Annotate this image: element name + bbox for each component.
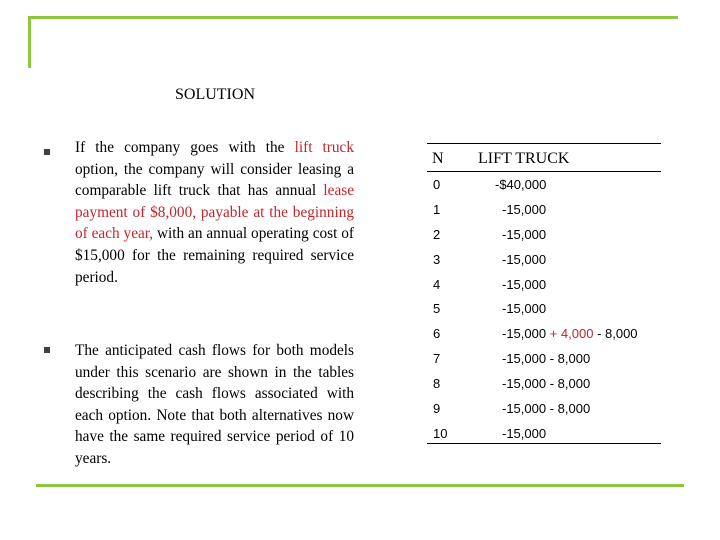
frame-left-rule bbox=[28, 16, 31, 68]
cash-flow-part: -15,000 bbox=[502, 426, 547, 441]
paragraph-segment: If the company goes with the bbox=[75, 139, 295, 156]
period-cell: 5 bbox=[433, 301, 441, 316]
table-header-n: N bbox=[432, 150, 444, 167]
cash-flow-part: - 8,000 bbox=[593, 326, 638, 341]
period-cell: 8 bbox=[433, 376, 441, 391]
paragraph-lift-truck-option bbox=[75, 137, 354, 288]
period-cell: 2 bbox=[433, 227, 441, 242]
cash-flow-cell bbox=[495, 177, 546, 192]
cash-flow-cell bbox=[502, 351, 590, 366]
cash-flow-cell bbox=[502, 277, 546, 292]
table-row bbox=[427, 351, 667, 371]
cash-flow-part: -15,000 - 8,000 bbox=[502, 351, 591, 366]
cash-flow-part: + 4,000 bbox=[549, 326, 594, 341]
cash-flow-part: -15,000 bbox=[502, 252, 547, 267]
cash-flow-cell bbox=[502, 202, 546, 217]
paragraph-cash-flows: The anticipated cash flows for both models under this scenario are shown in the tables describing the cash flows associated with each option. Note that both alternatives now have the same required service period of 10 years. bbox=[75, 342, 354, 467]
table-row bbox=[427, 202, 667, 222]
cash-flow-cell bbox=[502, 326, 638, 341]
table-row bbox=[427, 376, 667, 396]
cash-flow-cell bbox=[502, 252, 546, 267]
cash-flow-part: -15,000 bbox=[502, 326, 550, 341]
period-cell: 10 bbox=[433, 426, 448, 441]
cash-flow-cell bbox=[502, 301, 546, 316]
cash-flow-part: -15,000 bbox=[502, 277, 547, 292]
cash-flow-part: -$40,000 bbox=[495, 177, 547, 192]
table-header-lift-truck: LIFT TRUCK bbox=[478, 150, 570, 167]
period-cell: 9 bbox=[433, 401, 441, 416]
table-row bbox=[427, 227, 667, 247]
table-bottom-rule bbox=[427, 443, 661, 444]
cash-flow-part: -15,000 bbox=[502, 202, 547, 217]
table-header-rule bbox=[427, 171, 661, 172]
cash-flow-cell bbox=[502, 426, 546, 441]
frame-top-rule bbox=[30, 16, 678, 19]
cash-flow-part: -15,000 bbox=[502, 227, 547, 242]
period-cell: 4 bbox=[433, 277, 441, 292]
cash-flow-cell bbox=[502, 227, 546, 242]
bullet-square-icon bbox=[44, 346, 56, 355]
paragraph-segment: lift truck bbox=[294, 139, 354, 156]
period-cell: 7 bbox=[433, 351, 441, 366]
table-row bbox=[427, 301, 667, 321]
period-cell: 3 bbox=[433, 252, 441, 267]
table-row bbox=[427, 177, 667, 197]
bullet-square-icon bbox=[44, 148, 56, 157]
table-top-rule bbox=[427, 143, 661, 144]
paragraph-segment: lease payment of $8,000, payable at the beginning of each year, bbox=[75, 182, 354, 243]
table-row bbox=[427, 277, 667, 297]
table-row bbox=[427, 252, 667, 272]
slide-title: SOLUTION bbox=[175, 86, 255, 103]
table-row bbox=[427, 401, 667, 421]
cash-flow-cell bbox=[502, 376, 590, 391]
frame-bottom-rule bbox=[36, 484, 684, 487]
period-cell: 0 bbox=[433, 177, 441, 192]
cash-flow-cell bbox=[502, 401, 590, 416]
paragraph-segment: with an annual operating cost of $15,000 for the remaining required service period. bbox=[75, 225, 354, 286]
period-cell: 6 bbox=[433, 326, 441, 341]
period-cell: 1 bbox=[433, 202, 441, 217]
cash-flow-part: -15,000 bbox=[502, 301, 547, 316]
paragraph-segment: option, the company will consider leasing a comparable lift truck that has annual bbox=[75, 160, 354, 200]
cash-flow-part: -15,000 - 8,000 bbox=[502, 376, 591, 391]
cash-flow-part: -15,000 - 8,000 bbox=[502, 401, 591, 416]
table-row bbox=[427, 326, 667, 346]
